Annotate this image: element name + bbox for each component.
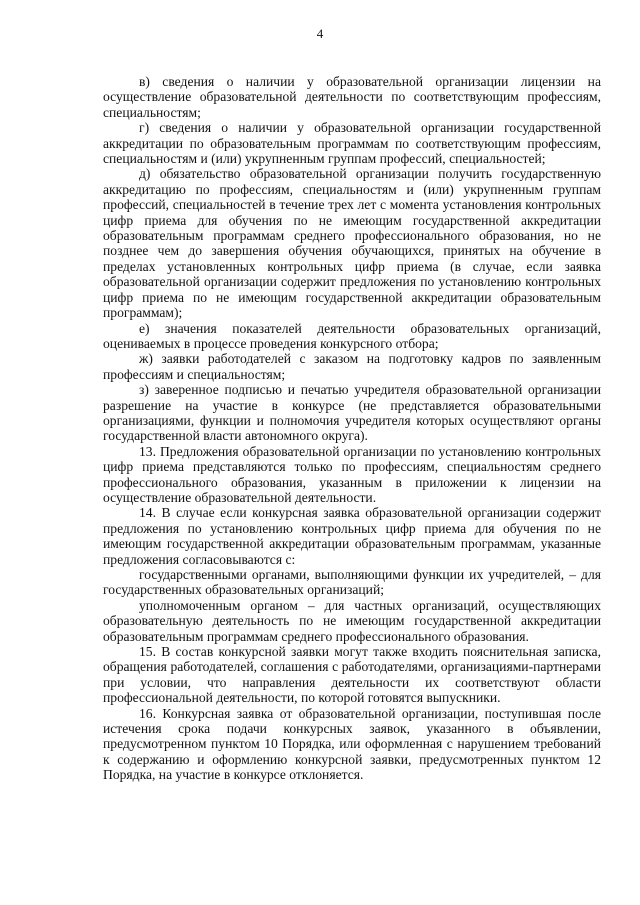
paragraph-item-zh: ж) заявки работодателей с заказом на подготовку кадров по заявленным профессиям и специальностям; bbox=[103, 351, 601, 382]
paragraph-clause-14-private: уполномоченным органом – для частных организаций, осуществляющих образовательную деятельность по не имеющим государственной аккредитации образовательным программам среднего профессионального образования. bbox=[103, 597, 601, 644]
document-body bbox=[103, 74, 601, 783]
paragraph-clause-14: 14. В случае если конкурсная заявка образовательной организации содержит предложения по установлению контрольных цифр приема для обучения по не имеющим государственной аккредитации образовательным программам, указанные предложения согласовываются с: bbox=[103, 505, 601, 567]
page-number: 4 bbox=[316, 26, 324, 41]
paragraph-clause-15: 15. В состав конкурсной заявки могут также входить пояснительная записка, обращения работодателей, соглашения с работодателями, организациями-партнерами при условии, что направления деятельности их соответствуют области профессиональной деятельности, по которой готовятся выпускники. bbox=[103, 644, 601, 706]
paragraph-item-d: д) обязательство образовательной организации получить государственную аккредитацию по профессиям, специальностям и (или) укрупненным группам профессий, специальностей в течение трех лет с момента установления контрольных цифр приема для обучения по не имеющим государственной аккредитации образовательным программам среднего профессионального образования, но не позднее чем до завершения обучения обучающихся, принятых на обучение в пределах установленных контрольных цифр приема (в случае, если заявка образовательной организации содержит предложения по установлению контрольных цифр приема по не имеющим государственной аккредитации образовательным программам); bbox=[103, 166, 601, 321]
paragraph-item-z: з) заверенное подписью и печатью учредителя образовательной организации разрешение на участие в конкурсе (не представляется образовательными организациями, функции и полномочия учредителя которых осуществляют органы государственной власти автономного округа). bbox=[103, 382, 601, 444]
paragraph-clause-14-state: государственными органами, выполняющими функции их учредителей, – для государственных образовательных организаций; bbox=[103, 567, 601, 598]
paragraph-item-g: г) сведения о наличии у образовательной организации государственной аккредитации по образовательным программам по соответствующим профессиям, специальностям и (или) укрупненным группам профессий, специальностей; bbox=[103, 120, 601, 167]
paragraph-clause-13: 13. Предложения образовательной организации по установлению контрольных цифр приема представляются только по профессиям, специальностям среднего профессионального образования, указанным в приложении к лицензии на осуществление образовательной деятельности. bbox=[103, 443, 601, 505]
paragraph-item-v: в) сведения о наличии у образовательной организации лицензии на осуществление образовательной деятельности по соответствующим профессиям, специальностям; bbox=[103, 74, 601, 120]
paragraph-item-e: е) значения показателей деятельности образовательных организаций, оцениваемых в процессе проведения конкурсного отбора; bbox=[103, 320, 601, 351]
paragraph-clause-16: 16. Конкурсная заявка от образовательной организации, поступившая после истечения срока подачи конкурсных заявок, указанного в объявлении, предусмотренном пунктом 10 Порядка, или оформленная с нарушением требований к содержанию и оформлению конкурсной заявки, предусмотренных пунктом 12 Порядка, на участие в конкурсе отклоняется. bbox=[103, 705, 601, 783]
